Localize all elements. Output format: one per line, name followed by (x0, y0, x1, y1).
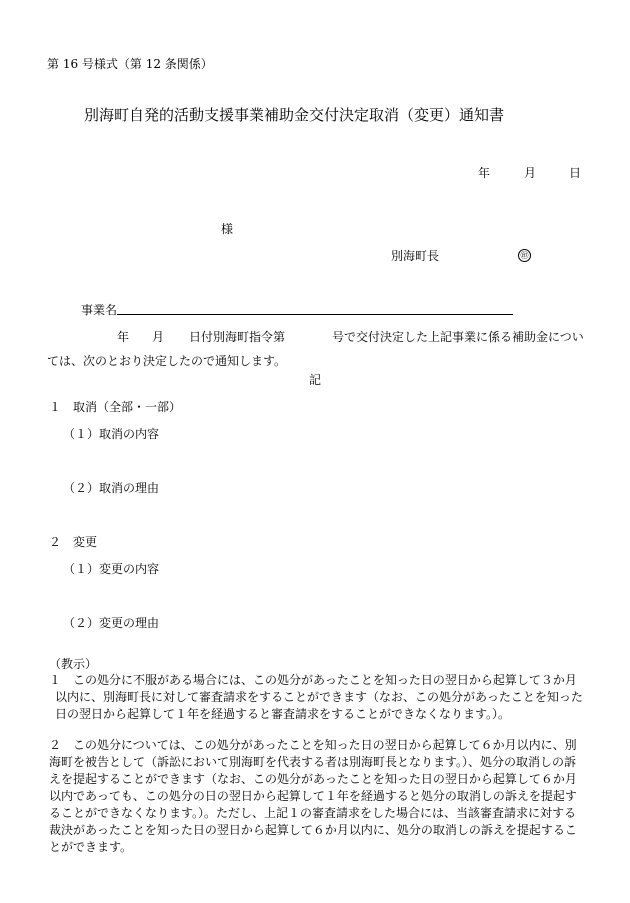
instruction-para-1-line: 以内に、別海町長に対して審査請求をすることができます（なお、この処分があったことを知った (55, 690, 583, 704)
project-name-label: 事業名 (81, 303, 118, 317)
body-date-text: 日付別海町指令第 (189, 330, 286, 344)
section2-item2: （２）変更の理由 (63, 616, 160, 630)
seal-mark: ㊞ (518, 249, 531, 262)
issuer-name: 別海町長 (391, 249, 440, 263)
instruction-para-2-line: えを提起することができます（なお、この処分があったことを知った日の翌日から起算して６か月 (49, 772, 577, 786)
body-rest-text: 号で交付決定した上記事業に係る補助金につい (332, 330, 584, 344)
body-month-label: 月 (152, 330, 165, 344)
body-year-label: 年 (117, 330, 130, 344)
project-name-underline (117, 314, 513, 315)
instruction-para-2-line: とができます。 (49, 840, 133, 854)
instruction-para-1-line: 日の翌日から起算して１年を経過すると審査請求をすることができなくなります。）。 (55, 707, 511, 721)
form-number: 第 16 号様式（第 12 条関係） (47, 57, 213, 71)
instruction-para-1-line: １ この処分に不服がある場合には、この処分があったことを知った日の翌日から起算して３か月 (49, 673, 577, 687)
section2-heading: ２ 変更 (49, 535, 98, 549)
instruction-para-2-line: 海町を被告として（訴訟において別海町を代表する者は別海町長となります。）、処分の取消しの訴 (49, 755, 577, 769)
section1-item2: （２）取消の理由 (63, 481, 160, 495)
document-title: 別海町自発的活動支援事業補助金交付決定取消（変更）通知書 (84, 106, 505, 124)
instruction-label: （教示） (49, 657, 98, 671)
instruction-para-2-line: ２ この処分については、この処分があったことを知った日の翌日から起算して６か月以内に、別 (49, 738, 577, 752)
section2-item1: （１）変更の内容 (63, 562, 160, 576)
date-day-label: 日 (569, 166, 582, 180)
section1-heading: １ 取消（全部・一部） (49, 400, 182, 414)
instruction-para-2-line: 以内であっても、この処分の日の翌日から起算して１年を経過すると処分の取消しの訴えを提起す (49, 789, 577, 803)
date-year-label: 年 (478, 166, 491, 180)
ki-heading: 記 (309, 373, 322, 387)
section1-item1: （１）取消の内容 (63, 427, 160, 441)
addressee-suffix: 様 (221, 222, 234, 236)
body-line-2: ては、次のとおり決定したので通知します。 (47, 354, 287, 368)
date-month-label: 月 (524, 166, 537, 180)
instruction-para-2-line: 裁決があったことを知った日の翌日から起算して６か月以内に、処分の取消しの訴えを提起するこ (49, 823, 577, 837)
instruction-para-2-line: ることができなくなります。）。ただし、上記１の審査請求をした場合には、当該審査請求に対する (49, 806, 577, 820)
